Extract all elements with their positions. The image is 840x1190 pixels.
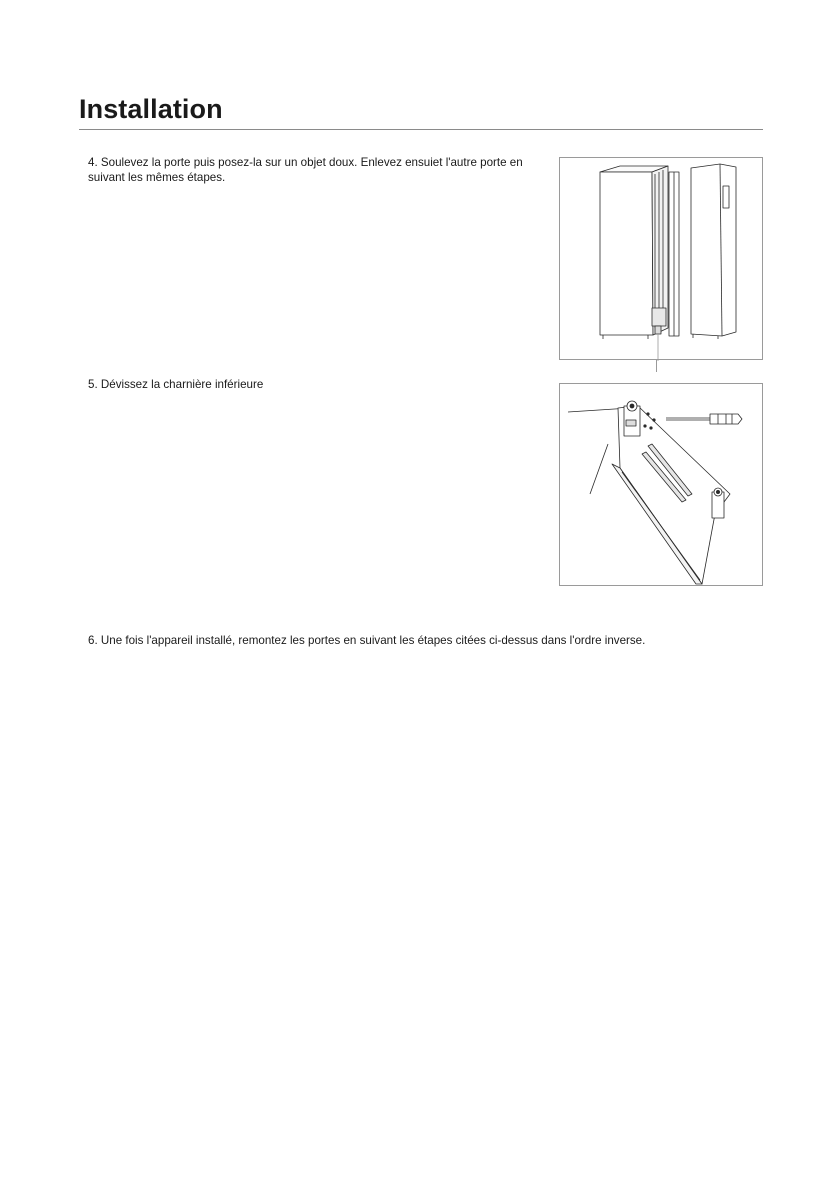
- refrigerator-door-removed-illustration: [560, 158, 764, 361]
- step-4-text: 4. Soulevez la porte puis posez-la sur un objet doux. Enlevez ensuiet l'autre porte en suivant les mêmes étapes.: [88, 156, 523, 184]
- refrigerator-door-removed-figure: [559, 157, 763, 360]
- step-6-text: 6. Une fois l'appareil installé, remontez les portes en suivant les étapes citées ci-dessus dans l'ordre inverse.: [88, 634, 646, 647]
- title-divider: [79, 129, 763, 130]
- page-title: Installation: [79, 94, 223, 124]
- bottom-hinge-unscrew-figure: [559, 383, 763, 586]
- figure-leader-line: [656, 359, 657, 372]
- step-5-text: 5. Dévissez la charnière inférieure: [88, 378, 264, 391]
- bottom-hinge-unscrew-illustration: [560, 384, 764, 587]
